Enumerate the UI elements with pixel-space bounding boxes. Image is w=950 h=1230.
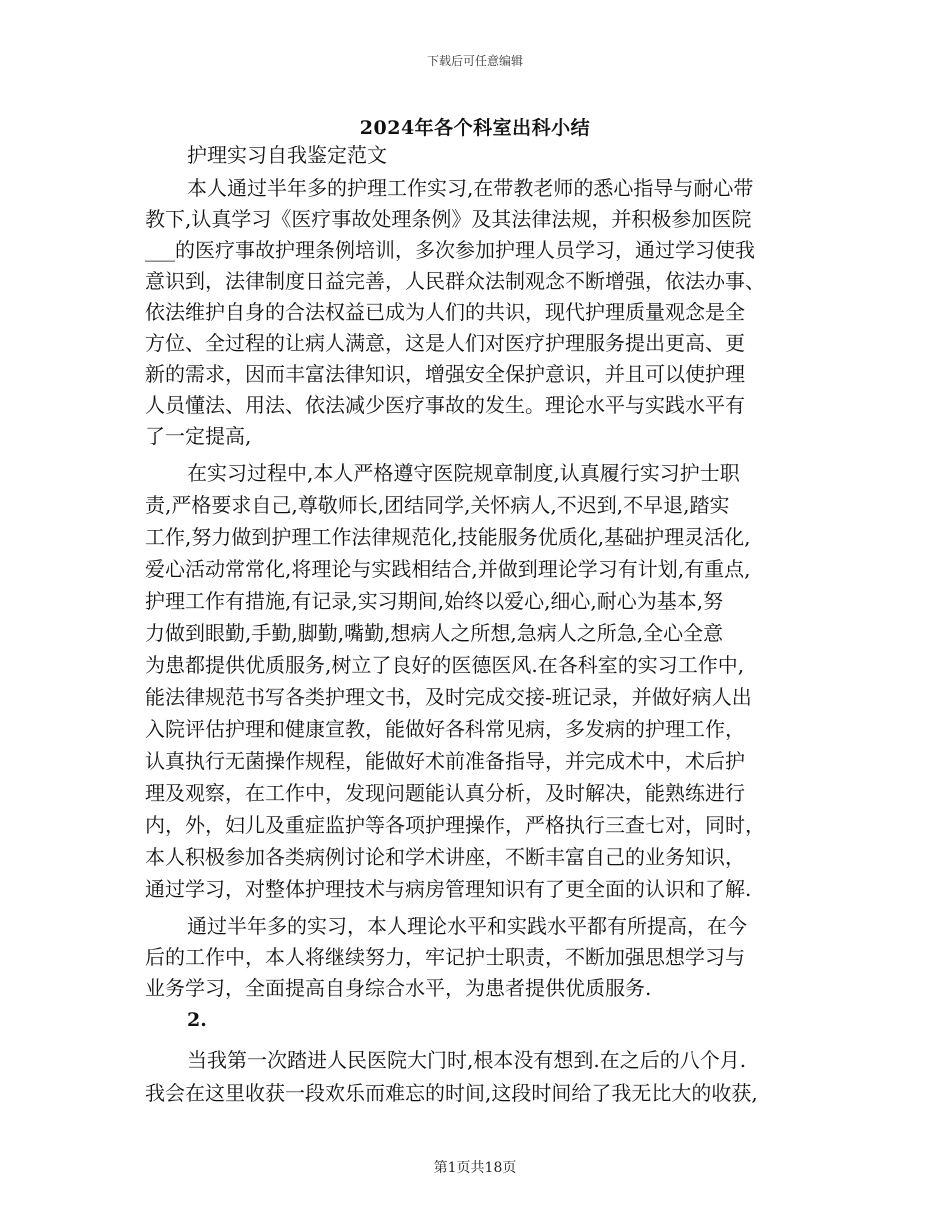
paragraph-line: 通过半年多的实习，本人理论水平和实践水平都有所提高，在今: [187, 914, 747, 938]
paragraph-line: 在实习过程中,本人严格遵守医院规章制度,认真履行实习护士职: [187, 461, 740, 485]
paragraph-line: 理及观察，在工作中，发现问题能认真分析，及时解决，能熟练进行: [145, 781, 745, 805]
paragraph-line: 人员懂法、用法、依法减少医疗事故的发生。理论水平与实践水平有: [145, 393, 745, 417]
paragraph-line: 方位、全过程的让病人满意，这是人们对医疗护理服务提出更高、更: [145, 331, 745, 355]
paragraph-line: 能法律规范书写各类护理文书，及时完成交接-班记录，并做好病人出: [145, 685, 752, 709]
paragraph-line: 力做到眼勤,手勤,脚勤,嘴勤,想病人之所想,急病人之所急,全心全意: [145, 621, 724, 645]
paragraph-line: 了一定提高,: [145, 424, 252, 448]
paragraph-line: 入院评估护理和健康宣教，能做好各科常见病，多发病的护理工作，: [145, 717, 745, 741]
document-subtitle: 护理实习自我鉴定范文: [187, 143, 387, 167]
paragraph-line: 意识到，法律制度日益完善，人民群众法制观念不断增强，依法办事、: [145, 269, 765, 293]
paragraph-line: 为患都提供优质服务,树立了良好的医德医风.在各科室的实习工作中,: [145, 653, 745, 677]
paragraph-line: 当我第一次踏进人民医院大门时,根本没有想到.在之后的八个月.: [187, 1048, 747, 1072]
paragraph-line: 新的需求，因而丰富法律知识，增强安全保护意识，并且可以使护理: [145, 362, 745, 386]
paragraph-line: 工作,努力做到护理工作法律规范化,技能服务优质化,基础护理灵活化,: [145, 525, 751, 549]
paragraph-line: 业务学习，全面提高自身综合水平，为患者提供优质服务.: [145, 976, 652, 1000]
paragraph-line: 后的工作中，本人将继续努力，牢记护士职责，不断加强思想学习与: [145, 945, 745, 969]
paragraph-line: 认真执行无菌操作规程，能做好术前准备指导，并完成术中，术后护: [145, 749, 745, 773]
paragraph-line: 教下,认真学习《医疗事故处理条例》及其法律法规，并积极参加医院: [145, 207, 752, 231]
page-number: 第1页共18页: [433, 1160, 517, 1176]
paragraph-line: 本人积极参加各类病例讨论和学术讲座，不断丰富自己的业务知识，: [145, 845, 745, 869]
paragraph-line: 责,严格要求自己,尊敬师长,团结同学,关怀病人,不迟到,不早退,踏实: [145, 493, 730, 517]
document-title: 2024年各个科室出科小结: [359, 117, 591, 139]
paragraph-line: 本人通过半年多的护理工作实习,在带教老师的悉心指导与耐心带: [187, 176, 754, 200]
section-number: 2.: [187, 1009, 207, 1031]
paragraph-line: 我会在这里收获一段欢乐而难忘的时间,这段时间给了我无比大的收获,: [145, 1081, 758, 1105]
paragraph-line: ___的医疗事故护理条例培训，多次参加护理人员学习，通过学习使我: [145, 238, 755, 262]
page-header-note: 下载后可任意编辑: [426, 54, 523, 68]
paragraph-line: 通过学习，对整体护理技术与病房管理知识有了更全面的认识和了解.: [145, 877, 752, 901]
paragraph-line: 爱心活动常常化,将理论与实践相结合,并做到理论学习有计划,有重点,: [145, 557, 751, 581]
paragraph-line: 护理工作有措施,有记录,实习期间,始终以爱心,细心,耐心为基本,努: [145, 589, 724, 613]
paragraph-line: 内，外，妇儿及重症监护等各项护理操作，严格执行三查七对，同时，: [145, 813, 765, 837]
paragraph-line: 依法维护自身的合法权益已成为人们的共识，现代护理质量观念是全: [145, 300, 745, 324]
